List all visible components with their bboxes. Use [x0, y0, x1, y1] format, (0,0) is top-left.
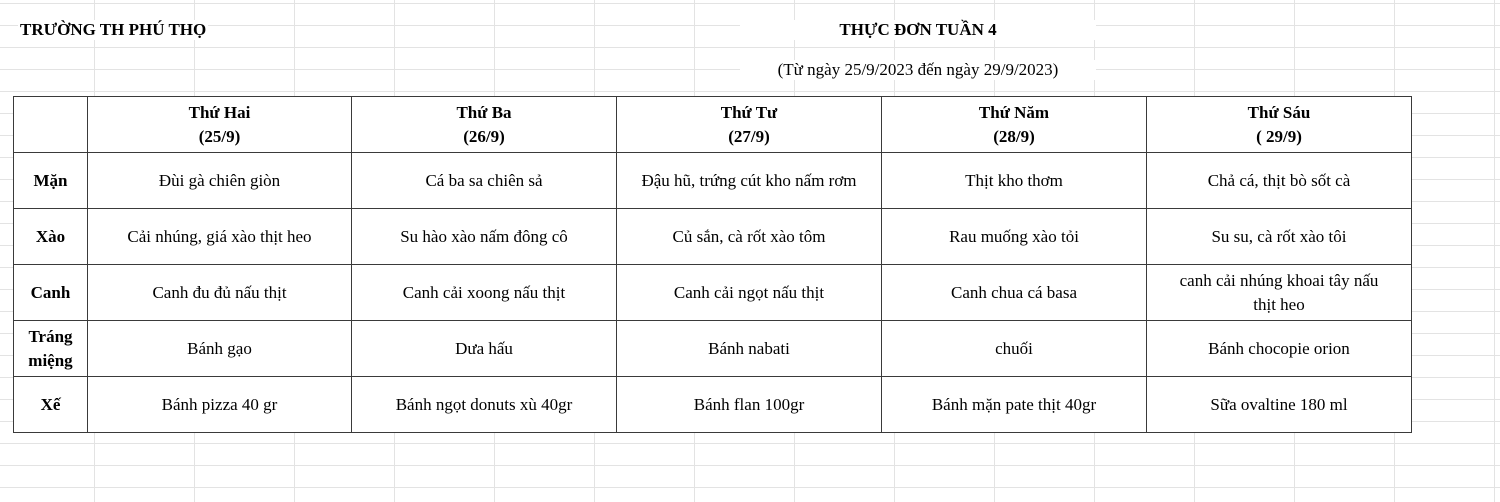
dish-text: Thịt kho thơm [965, 170, 1063, 190]
dish-text: Đậu hũ, trứng cút kho nấm rơm [641, 170, 857, 190]
dish-text: Canh cải xoong nấu thịt [402, 282, 566, 302]
menu-cell[interactable] [617, 209, 882, 265]
row-label-text: Mặn [33, 170, 68, 190]
menu-cell[interactable] [1147, 377, 1412, 433]
row-label-text: Xào [35, 226, 66, 246]
table-row [14, 153, 1412, 209]
dish-text: Bánh mặn pate thịt 40gr [931, 394, 1097, 414]
dish-text: Đùi gà chiên giòn [158, 170, 281, 190]
row-label-text: miệng [28, 350, 73, 370]
row-label-text: Tráng [28, 326, 73, 346]
menu-cell[interactable] [1147, 321, 1412, 377]
dish-text: thịt heo [1253, 294, 1305, 314]
menu-date-range: (Từ ngày 25/9/2023 đến ngày 29/9/2023) [740, 60, 1096, 80]
menu-cell[interactable] [882, 153, 1147, 209]
menu-cell[interactable] [1147, 209, 1412, 265]
day-date: ( 29/9) [1256, 126, 1302, 146]
dish-text: Bánh chocopie orion [1208, 338, 1350, 358]
row-label-trang-mieng[interactable] [14, 321, 88, 377]
menu-cell[interactable] [1147, 265, 1412, 321]
menu-cell[interactable] [88, 153, 352, 209]
menu-cell[interactable] [88, 209, 352, 265]
menu-cell[interactable] [882, 209, 1147, 265]
menu-cell[interactable] [88, 321, 352, 377]
menu-cell[interactable] [88, 265, 352, 321]
dish-text: Bánh ngọt donuts xù 40gr [395, 394, 573, 414]
dish-text: Su hào xào nấm đông cô [400, 226, 568, 246]
day-date: (28/9) [993, 126, 1035, 146]
table-header-row [14, 97, 1412, 153]
menu-cell[interactable] [882, 377, 1147, 433]
day-header-tuesday[interactable] [352, 97, 617, 153]
menu-cell[interactable] [882, 321, 1147, 377]
dish-text: Su su, cà rốt xào tôi [1211, 226, 1347, 246]
row-label-text: Canh [30, 282, 71, 302]
dish-text: Canh đu đủ nấu thịt [152, 282, 287, 302]
menu-cell[interactable] [1147, 153, 1412, 209]
dish-text: Củ sắn, cà rốt xào tôm [672, 226, 826, 246]
day-date: (25/9) [198, 126, 241, 146]
dish-text: Bánh gạo [187, 338, 252, 358]
weekly-menu-table [13, 96, 1412, 433]
dish-text: Bánh flan 100gr [693, 394, 805, 414]
dish-text: Cải nhúng, giá xào thịt heo [127, 226, 312, 246]
menu-cell[interactable] [617, 377, 882, 433]
dish-text: Canh chua cá basa [950, 282, 1078, 302]
day-name: Thứ Tư [720, 102, 778, 122]
dish-text: Cá ba sa chiên sả [425, 170, 543, 190]
school-name: TRƯỜNG TH PHÚ THỌ [20, 20, 207, 39]
table-row [14, 321, 1412, 377]
day-header-wednesday[interactable] [617, 97, 882, 153]
dish-text: Chả cá, thịt bò sốt cà [1207, 170, 1351, 190]
menu-cell[interactable] [352, 321, 617, 377]
row-label-text: Xế [40, 394, 61, 414]
dish-text: canh cải nhúng khoai tây nấu [1179, 270, 1379, 290]
menu-title: THỰC ĐƠN TUẦN 4 [740, 20, 1096, 40]
menu-cell[interactable] [352, 265, 617, 321]
dish-text: Sữa ovaltine 180 ml [1210, 394, 1348, 414]
table-row [14, 377, 1412, 433]
dish-text: Bánh pizza 40 gr [161, 394, 278, 414]
day-name: Thứ Ba [456, 102, 512, 122]
corner-cell[interactable] [14, 97, 88, 153]
menu-cell[interactable] [352, 153, 617, 209]
menu-cell[interactable] [882, 265, 1147, 321]
day-header-thursday[interactable] [882, 97, 1147, 153]
menu-cell[interactable] [617, 265, 882, 321]
dish-text: Dưa hấu [455, 338, 513, 358]
day-date: (27/9) [728, 126, 770, 146]
day-name: Thứ Năm [978, 102, 1050, 122]
menu-cell[interactable] [88, 377, 352, 433]
menu-cell[interactable] [352, 377, 617, 433]
row-label-xao[interactable] [14, 209, 88, 265]
dish-text: Canh cải ngọt nấu thịt [673, 282, 825, 302]
dish-text: Rau muống xào tỏi [949, 226, 1079, 246]
menu-cell[interactable] [617, 153, 882, 209]
table-row [14, 209, 1412, 265]
menu-cell[interactable] [617, 321, 882, 377]
row-label-man[interactable] [14, 153, 88, 209]
dish-text: chuối [995, 338, 1033, 358]
dish-text: Bánh nabati [708, 338, 790, 358]
row-label-xe[interactable] [14, 377, 88, 433]
day-name: Thứ Sáu [1247, 102, 1311, 122]
table-row [14, 265, 1412, 321]
menu-cell[interactable] [352, 209, 617, 265]
day-date: (26/9) [463, 126, 505, 146]
row-label-canh[interactable] [14, 265, 88, 321]
day-name: Thứ Hai [188, 102, 251, 122]
day-header-monday[interactable] [88, 97, 352, 153]
day-header-friday[interactable] [1147, 97, 1412, 153]
